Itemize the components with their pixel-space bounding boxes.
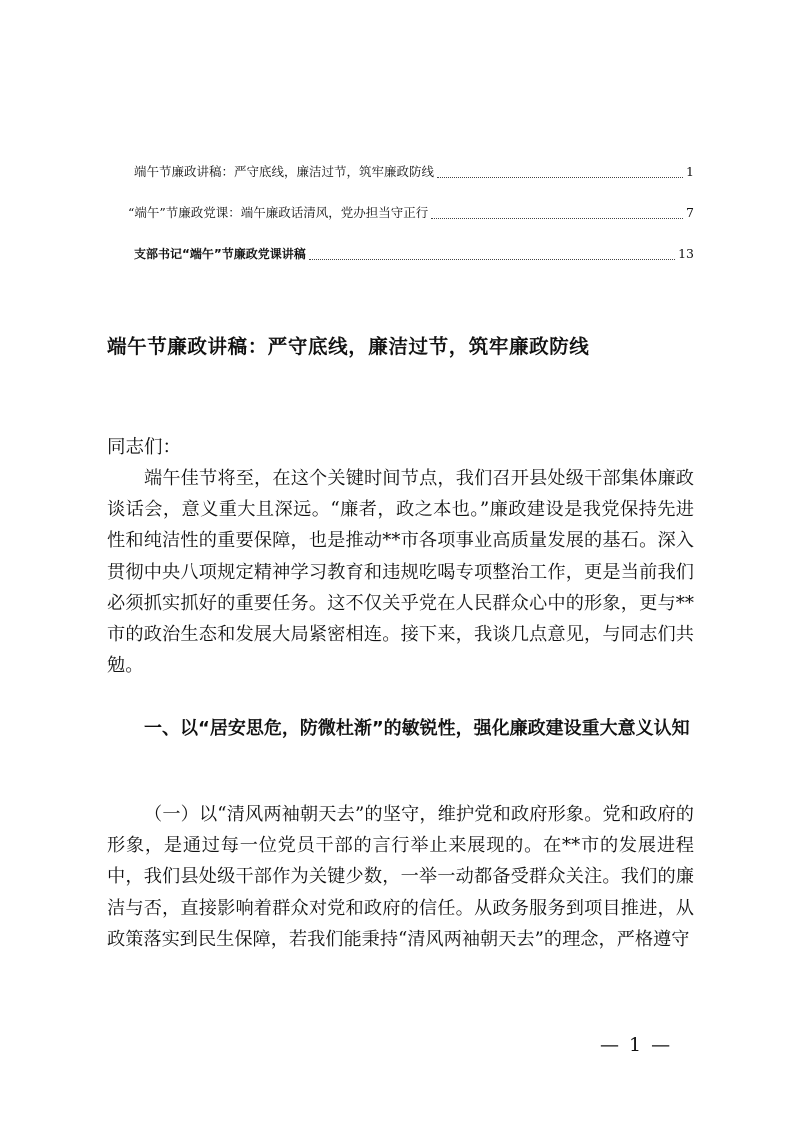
toc-entry-page: 13 [678, 246, 694, 261]
toc-entry-page: 7 [686, 205, 694, 220]
toc-entry-page: 1 [686, 164, 694, 179]
toc-entry-title: 支部书记“端午”节廉政党课讲稿 [134, 247, 306, 261]
toc-leader-dots [309, 249, 675, 260]
toc-entry-1[interactable] [134, 164, 694, 180]
toc-entry-3[interactable] [134, 246, 694, 262]
greeting: 同志们： [107, 437, 182, 458]
toc-entry-title: 端午节廉政讲稿：严守底线，廉洁过节，筑牢廉政防线 [134, 164, 435, 179]
toc-entry-title: “端午”节廉政党课：端午廉政话清风，党办担当守正行 [128, 205, 429, 220]
page-number: — 1 — [600, 1034, 673, 1056]
body-paragraph-1: 端午佳节将至，在这个关键时间节点，我们召开县处级干部集体廉政谈话会，意义重大且深远。“廉者，政之本也。”廉政建设是我党保持先进性和纯洁性的重要保障，也是推动**市各项事业高质量发展的基石。深入贯彻中央八项规定精神学习教育和违规吃喝专项整治工作，更是当前我们必须抓实抓好的重要任务。这不仅关乎党在人民群众心中的形象，更与**市的政治生态和发展大局紧密相连。接下来，我谈几点意见，与同志们共勉。 [107, 468, 694, 677]
toc-entry-2[interactable] [128, 205, 694, 221]
body-paragraph-2: （一）以“清风两袖朝天去”的坚守，维护党和政府形象。党和政府的形象，是通过每一位党员干部的言行举止来展现的。在**市的发展进程中，我们县处级干部作为关键少数，一举一动都备受群众关注。我们的廉洁与否，直接影响着群众对党和政府的信任。从政务服务到项目推进，从政策落实到民生保障，若我们能秉持“清风两袖朝天去”的理念，严格遵守 [107, 804, 694, 950]
toc-leader-dots [437, 167, 683, 178]
section-heading-1: 一、以“居安思危，防微杜渐”的敏锐性，强化廉政建设重大意义认知 [144, 718, 690, 739]
toc-leader-dots [431, 208, 683, 219]
document-title: 端午节廉政讲稿：严守底线，廉洁过节，筑牢廉政防线 [107, 335, 590, 358]
